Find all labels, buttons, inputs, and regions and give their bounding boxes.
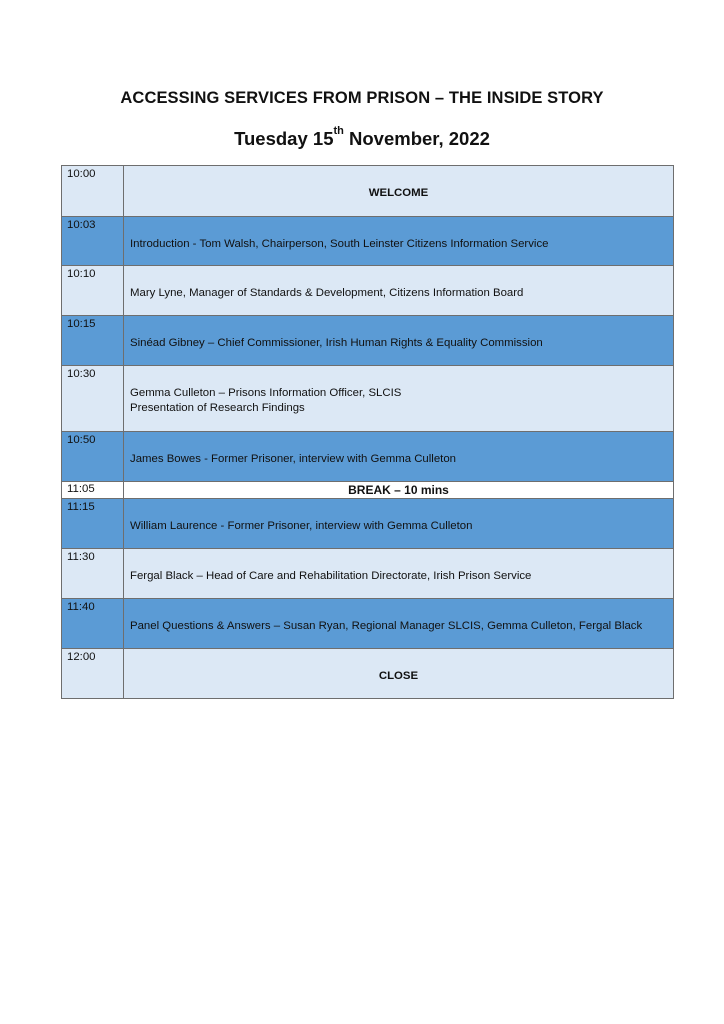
agenda-row <box>62 266 674 316</box>
agenda-description <box>124 266 674 316</box>
agenda-time: 11:05 <box>62 482 124 499</box>
agenda-description <box>124 649 674 699</box>
agenda-body <box>62 166 674 699</box>
agenda-description-line: Panel Questions & Answers – Susan Ryan, Regional Manager SLCIS, Gemma Culleton, Fergal Black <box>130 620 643 632</box>
agenda-description <box>124 432 674 482</box>
agenda-table <box>61 165 674 699</box>
date-prefix: Tuesday 15 <box>234 128 334 149</box>
agenda-description <box>124 482 674 499</box>
date-suffix: November, 2022 <box>343 128 490 149</box>
agenda-description-line: WELCOME <box>368 187 429 199</box>
agenda-row <box>62 549 674 599</box>
agenda-time: 10:15 <box>62 316 124 366</box>
agenda-description <box>124 549 674 599</box>
agenda-row <box>62 316 674 366</box>
agenda-row <box>62 366 674 432</box>
agenda-row <box>62 432 674 482</box>
agenda-description <box>124 316 674 366</box>
agenda-time: 10:50 <box>62 432 124 482</box>
agenda-description-line: Introduction - Tom Walsh, Chairperson, South Leinster Citizens Information Service <box>130 238 549 250</box>
agenda-description-line: CLOSE <box>378 670 419 682</box>
agenda-description <box>124 366 674 432</box>
agenda-description <box>124 599 674 649</box>
agenda-row <box>62 166 674 217</box>
agenda-row <box>62 217 674 266</box>
event-date <box>0 125 724 150</box>
agenda-time: 12:00 <box>62 649 124 699</box>
agenda-row <box>62 649 674 699</box>
agenda-description-line: Gemma Culleton – Prisons Information Officer, SLCIS <box>130 387 402 399</box>
agenda-time: 10:00 <box>62 166 124 217</box>
agenda-description-line: James Bowes - Former Prisoner, interview with Gemma Culleton <box>130 453 457 465</box>
agenda-time: 11:40 <box>62 599 124 649</box>
agenda-description <box>124 166 674 217</box>
agenda-description-line: William Laurence - Former Prisoner, interview with Gemma Culleton <box>130 520 473 532</box>
agenda-row <box>62 482 674 499</box>
date-ordinal-suffix: th <box>333 125 344 137</box>
agenda-description-line: BREAK – 10 mins <box>348 483 449 497</box>
agenda-row <box>62 599 674 649</box>
agenda-description <box>124 499 674 549</box>
agenda-description-line: Presentation of Research Findings <box>130 402 305 414</box>
agenda-time: 10:30 <box>62 366 124 432</box>
agenda-time: 11:15 <box>62 499 124 549</box>
agenda-time: 10:03 <box>62 217 124 266</box>
agenda-description <box>124 217 674 266</box>
document-title: ACCESSING SERVICES FROM PRISON – THE INSIDE STORY <box>120 89 604 107</box>
agenda-description-line: Mary Lyne, Manager of Standards & Development, Citizens Information Board <box>130 287 524 299</box>
agenda-time: 11:30 <box>62 549 124 599</box>
agenda-description-line: Fergal Black – Head of Care and Rehabilitation Directorate, Irish Prison Service <box>130 570 532 582</box>
agenda-description-line: Sinéad Gibney – Chief Commissioner, Irish Human Rights & Equality Commission <box>130 337 543 349</box>
agenda-row <box>62 499 674 549</box>
agenda-time: 10:10 <box>62 266 124 316</box>
